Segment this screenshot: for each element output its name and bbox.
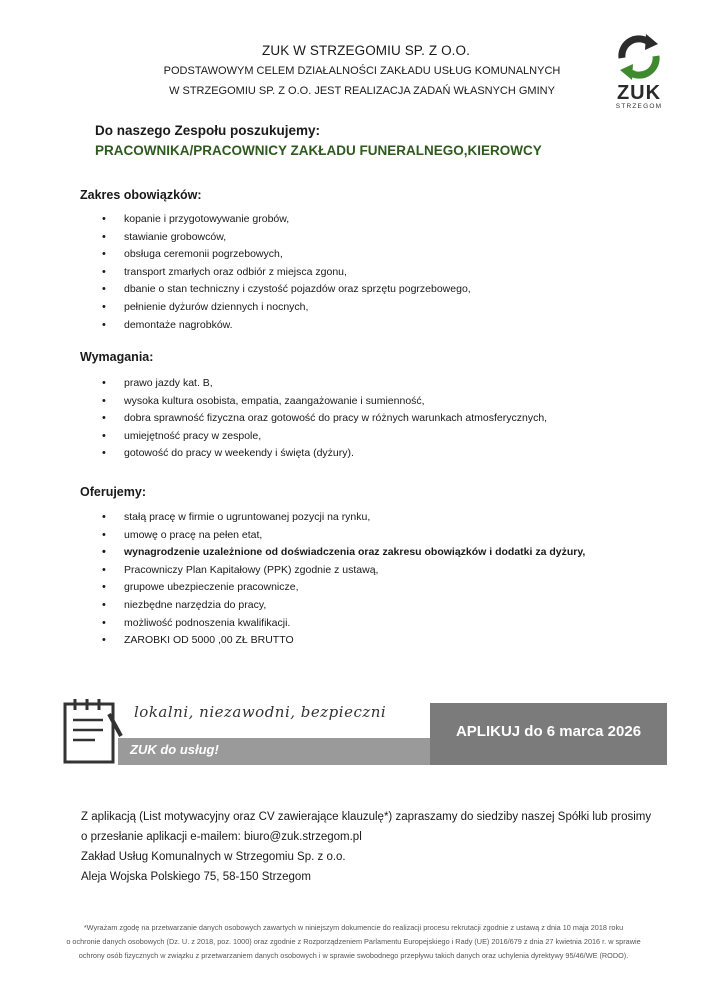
company-title: ZUK W STRZEGOMIU SP. Z O.O. [262,43,470,58]
list-item: • transport zmarłych oraz odbiór z miejsca zgonu, [81,264,471,282]
list-item: • stałą pracę w firmie o ugruntowanej pozycji na rynku, [81,509,585,527]
list-item: • wysoka kultura osobista, empatia, zaangażowanie i sumienność, [81,393,547,411]
contact-line: Aleja Wojska Polskiego 75, 58-150 Strzegom [81,871,311,883]
list-item: • niezbędne narzędzia do pracy, [81,597,585,615]
apply-panel [430,703,667,765]
duties-list [81,211,471,334]
list-item: • wynagrodzenie uzależnione od doświadczenia oraz zakresu obowiązków i dodatki za dyżury, [81,544,585,562]
job-position: PRACOWNIKA/PRACOWNICY ZAKŁADU FUNERALNEGO,KIEROWCY [95,143,542,158]
list-item: • gotowość do pracy w weekendy i święta (dyżury). [81,445,547,463]
list-item: • umowę o pracę na pełen etat, [81,527,585,545]
list-item: • obsługa ceremonii pogrzebowych, [81,246,471,264]
list-item: • Pracowniczy Plan Kapitałowy (PPK) zgodnie z ustawą, [81,562,585,580]
requirements-title: Wymagania: [80,350,154,364]
logo-wordmark: ZUK [616,82,662,104]
contact-line: Zakład Usług Komunalnych w Strzegomiu Sp. z o.o. [81,851,346,863]
list-item: • kopanie i przygotowywanie grobów, [81,211,471,229]
list-item: • dbanie o stan techniczny i czystość pojazdów oraz sprzętu pogrzebowego, [81,281,471,299]
banner-tagline: ZUK do usług! [130,742,219,757]
contact-block [81,807,651,887]
intro-heading: Do naszego Zespołu poszukujemy: [95,123,321,138]
gdpr-footer [0,921,707,963]
list-item: • możliwość podnoszenia kwalifikacji. [81,615,585,633]
requirements-list [81,375,547,463]
list-item: • grupowe ubezpieczenie pracownicze, [81,579,585,597]
banner-slogan: lokalni, niezawodni, bezpieczni [134,703,387,721]
list-item: • ZAROBKI OD 5000 ,00 ZŁ BRUTTO [81,632,585,650]
list-item: • demontaże nagrobków. [81,317,471,335]
recycle-arrows-icon [612,32,666,82]
footer-line: o ochronie danych osobowych (Dz. U. z 2018, poz. 1000) oraz zgodnie z Rozporządzeniem Parlamentu Europejskiego i Rady (UE) 2016/679 z dnia 27 kwietnia 2016 r. w sprawie [66,937,641,946]
list-item: • umiejętność pracy w zespole, [81,428,547,446]
apply-deadline: APLIKUJ do 6 marca 2026 [455,723,642,740]
company-mission-line1: PODSTAWOWYM CELEM DZIAŁALNOŚCI ZAKŁADU USŁUG KOMUNALNYCH [163,65,561,77]
contact-line: o przesłanie aplikacji e-mailem: biuro@zuk.strzegom.pl [81,831,362,843]
offer-title: Oferujemy: [80,485,146,499]
offer-list [81,509,585,650]
list-item: • prawo jazdy kat. B, [81,375,547,393]
slogan-banner [42,691,667,771]
footer-line: *Wyrażam zgodę na przetwarzanie danych osobowych zawartych w niniejszym dokumencie do realizacji procesu rekrutacji zgodnie z ustawą z dnia 10 maja 2018 roku [83,923,624,932]
duties-title: Zakres obowiązków: [80,188,202,202]
list-item: • stawianie grobowców, [81,229,471,247]
company-mission-line2: W STRZEGOMIU SP. Z O.O. JEST REALIZACJA ZADAŃ WŁASNYCH GMINY [169,85,555,97]
logo-city: STRZEGOM [615,103,663,110]
list-item: • dobra sprawność fizyczna oraz gotowość do pracy w różnych warunkach atmosferycznych, [81,410,547,428]
list-item: • pełnienie dyżurów dziennych i nocnych, [81,299,471,317]
footer-line: ochrony osób fizycznych w związku z przetwarzaniem danych osobowych i w sprawie swobodnego przepływu takich danych oraz uchylenia dyrektywy 95/46/WE (RODO). [78,951,629,960]
contact-line: Z aplikacją (List motywacyjny oraz CV zawierające klauzulę*) zapraszamy do siedziby naszej Spółki lub prosimy [81,811,652,823]
